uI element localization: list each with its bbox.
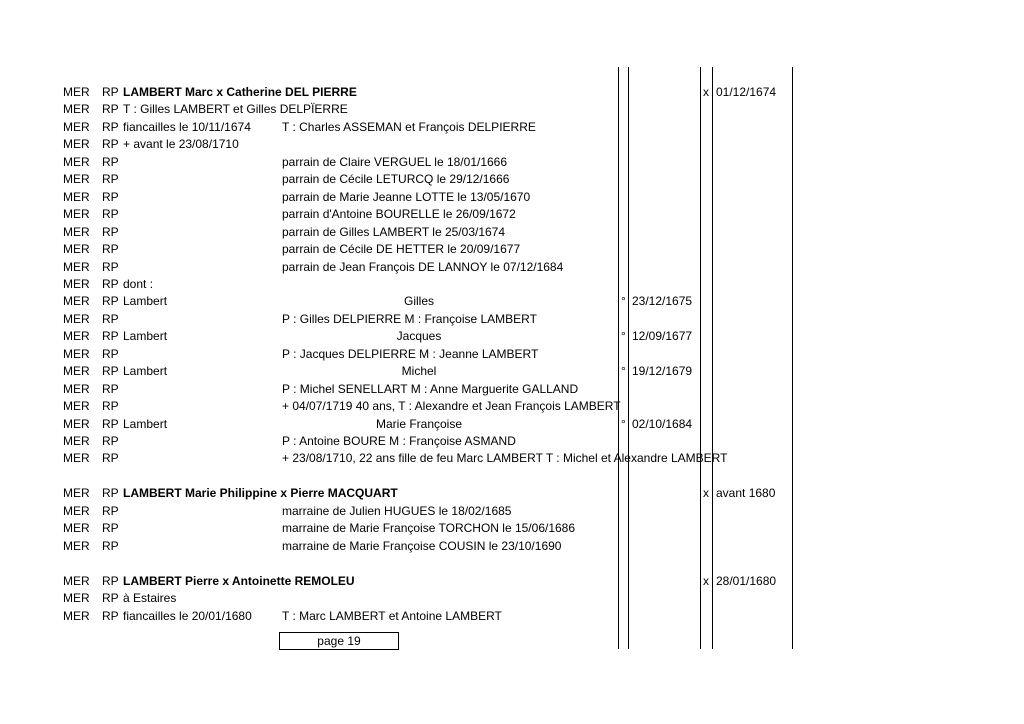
marriage-mark: x <box>703 85 709 99</box>
birth-date: 02/10/1684 <box>632 416 693 431</box>
table-row <box>0 276 1024 293</box>
detail-text: parrain de Marie Jeanne LOTTE le 13/05/1670 <box>282 189 531 204</box>
place-code: MER <box>63 608 90 623</box>
parish-code: RP <box>102 346 119 361</box>
table-row <box>0 84 1024 101</box>
detail-text: parrain de Claire VERGUEL le 18/01/1666 <box>282 154 508 169</box>
place-code: MER <box>63 189 90 204</box>
place-code: MER <box>63 276 90 291</box>
child-name: Gilles <box>403 294 434 309</box>
table-row <box>0 416 1024 433</box>
table-row <box>0 328 1024 345</box>
place-code: MER <box>63 207 90 222</box>
parish-code: RP <box>102 521 119 536</box>
table-row <box>0 608 1024 625</box>
detail-text: marraine de Marie Françoise COUSIN le 23/10/1690 <box>282 538 562 553</box>
parish-code: RP <box>102 399 119 414</box>
place-code: MER <box>63 573 90 588</box>
place-code: MER <box>63 242 90 257</box>
parish-code: RP <box>102 276 119 291</box>
table-row <box>0 485 1024 502</box>
entry-text: LAMBERT Marie Philippine x Pierre MACQUART <box>123 486 398 501</box>
parish-code: RP <box>102 154 119 169</box>
table-row <box>0 154 1024 171</box>
table-row <box>0 136 1024 153</box>
entry-text: à Estaires <box>123 591 177 606</box>
place-code: MER <box>63 119 90 134</box>
entry-text: LAMBERT Marc x Catherine DEL PIERRE <box>123 85 357 99</box>
parish-code: RP <box>102 329 119 344</box>
parish-code: RP <box>102 486 119 501</box>
birth-date: 12/09/1677 <box>632 329 693 344</box>
table-row <box>0 171 1024 188</box>
marriage-mark: x <box>703 486 709 501</box>
place-code: MER <box>63 521 90 536</box>
parish-code: RP <box>102 172 119 187</box>
parish-code: RP <box>102 119 119 134</box>
place-code: MER <box>63 224 90 239</box>
child-name: Michel <box>401 364 437 379</box>
detail-text: P : Antoine BOURE M : Françoise ASMAND <box>282 434 516 448</box>
place-code: MER <box>63 538 90 553</box>
child-name: Marie Françoise <box>375 416 463 431</box>
entry-text: + avant le 23/08/1710 <box>123 137 239 152</box>
detail-text: parrain de Cécile DE HETTER le 20/09/1677 <box>282 242 521 257</box>
table-row <box>0 293 1024 310</box>
table-row <box>0 259 1024 276</box>
place-code: MER <box>63 294 90 309</box>
entry-text: Lambert <box>123 329 168 344</box>
birth-mark: ° <box>621 416 626 431</box>
entry-text: Lambert <box>123 364 168 379</box>
entry-text: T : Gilles LAMBERT et Gilles DELPÏERRE <box>123 102 348 117</box>
detail-text: P : Jacques DELPIERRE M : Jeanne LAMBERT <box>282 346 539 361</box>
table-row <box>0 381 1024 398</box>
parish-code: RP <box>102 102 119 117</box>
table-row <box>0 398 1024 415</box>
birth-mark: ° <box>621 364 626 379</box>
page-number-box <box>279 632 399 650</box>
parish-code: RP <box>102 416 119 431</box>
detail-text: parrain de Gilles LAMBERT le 25/03/1674 <box>282 224 506 239</box>
table-row <box>0 573 1024 590</box>
place-code: MER <box>63 591 90 606</box>
detail-text: P : Gilles DELPIERRE M : Françoise LAMBERT <box>282 311 537 326</box>
page-number: page 19 <box>317 634 361 648</box>
detail-text: parrain de Jean François DE LANNOY le 07/12/1684 <box>282 259 564 274</box>
place-code: MER <box>63 416 90 431</box>
parish-code: RP <box>102 434 119 448</box>
place-code: MER <box>63 154 90 169</box>
parish-code: RP <box>102 608 119 623</box>
table-row <box>0 189 1024 206</box>
birth-mark: ° <box>621 329 626 344</box>
parish-code: RP <box>102 573 119 588</box>
detail-text: + 04/07/1719 40 ans, T : Alexandre et Jean François LAMBERT <box>282 399 621 414</box>
table-row <box>0 555 1024 572</box>
entry-text: LAMBERT Pierre x Antoinette REMOLEU <box>123 573 355 588</box>
place-code: MER <box>63 364 90 379</box>
place-code: MER <box>63 434 90 448</box>
detail-text: P : Michel SENELLART M : Anne Marguerite GALLAND <box>282 381 579 396</box>
place-code: MER <box>63 346 90 361</box>
birth-date: 19/12/1679 <box>632 364 693 379</box>
table-row <box>0 119 1024 136</box>
table-row <box>0 206 1024 223</box>
parish-code: RP <box>102 189 119 204</box>
place-code: MER <box>63 102 90 117</box>
parish-code: RP <box>102 364 119 379</box>
parish-code: RP <box>102 451 119 466</box>
place-code: MER <box>63 486 90 501</box>
table-row <box>0 538 1024 555</box>
parish-code: RP <box>102 137 119 152</box>
detail-text: parrain d'Antoine BOURELLE le 26/09/1672 <box>282 207 516 222</box>
table-row <box>0 224 1024 241</box>
parish-code: RP <box>102 503 119 518</box>
parish-code: RP <box>102 207 119 222</box>
detail-text: marraine de Julien HUGUES le 18/02/1685 <box>282 503 512 518</box>
table-row <box>0 590 1024 607</box>
parish-code: RP <box>102 538 119 553</box>
entry-text: Lambert <box>123 416 168 431</box>
table-row <box>0 450 1024 467</box>
table-row <box>0 520 1024 537</box>
table-row <box>0 468 1024 485</box>
detail-text: T : Charles ASSEMAN et François DELPIERRE <box>282 119 536 134</box>
place-code: MER <box>63 381 90 396</box>
table-row <box>0 346 1024 363</box>
detail-text: + 23/08/1710, 22 ans fille de feu Marc LAMBERT T : Michel et Alexandre LAMBERT <box>282 451 728 466</box>
marriage-date: 28/01/1680 <box>716 573 777 588</box>
parish-code: RP <box>102 224 119 239</box>
place-code: MER <box>63 172 90 187</box>
marriage-date: 01/12/1674 <box>716 85 777 99</box>
parish-code: RP <box>102 242 119 257</box>
birth-date: 23/12/1675 <box>632 294 693 309</box>
parish-code: RP <box>102 381 119 396</box>
place-code: MER <box>63 259 90 274</box>
table-row <box>0 363 1024 380</box>
place-code: MER <box>63 399 90 414</box>
detail-text: parrain de Cécile LETURCQ le 29/12/1666 <box>282 172 510 187</box>
place-code: MER <box>63 503 90 518</box>
child-name: Jacques <box>396 329 442 344</box>
detail-text: marraine de Marie Françoise TORCHON le 15/06/1686 <box>282 521 576 536</box>
place-code: MER <box>63 137 90 152</box>
table-row <box>0 433 1024 450</box>
entry-text: Lambert <box>123 294 168 309</box>
place-code: MER <box>63 451 90 466</box>
entry-text: fiancailles le 10/11/1674 <box>123 119 251 134</box>
marriage-mark: x <box>703 573 709 588</box>
parish-code: RP <box>102 294 119 309</box>
birth-mark: ° <box>621 294 626 309</box>
entry-text: fiancailles le 20/01/1680 <box>123 608 252 623</box>
parish-code: RP <box>102 311 119 326</box>
marriage-date: avant 1680 <box>716 486 776 501</box>
place-code: MER <box>63 329 90 344</box>
entry-text: dont : <box>123 276 154 291</box>
detail-text: T : Marc LAMBERT et Antoine LAMBERT <box>282 608 502 623</box>
place-code: MER <box>63 311 90 326</box>
parish-code: RP <box>102 259 119 274</box>
parish-code: RP <box>102 591 119 606</box>
table-row <box>0 101 1024 118</box>
parish-code: RP <box>102 85 119 99</box>
table-row <box>0 503 1024 520</box>
table-row <box>0 311 1024 328</box>
place-code: MER <box>63 85 90 99</box>
table-row <box>0 241 1024 258</box>
